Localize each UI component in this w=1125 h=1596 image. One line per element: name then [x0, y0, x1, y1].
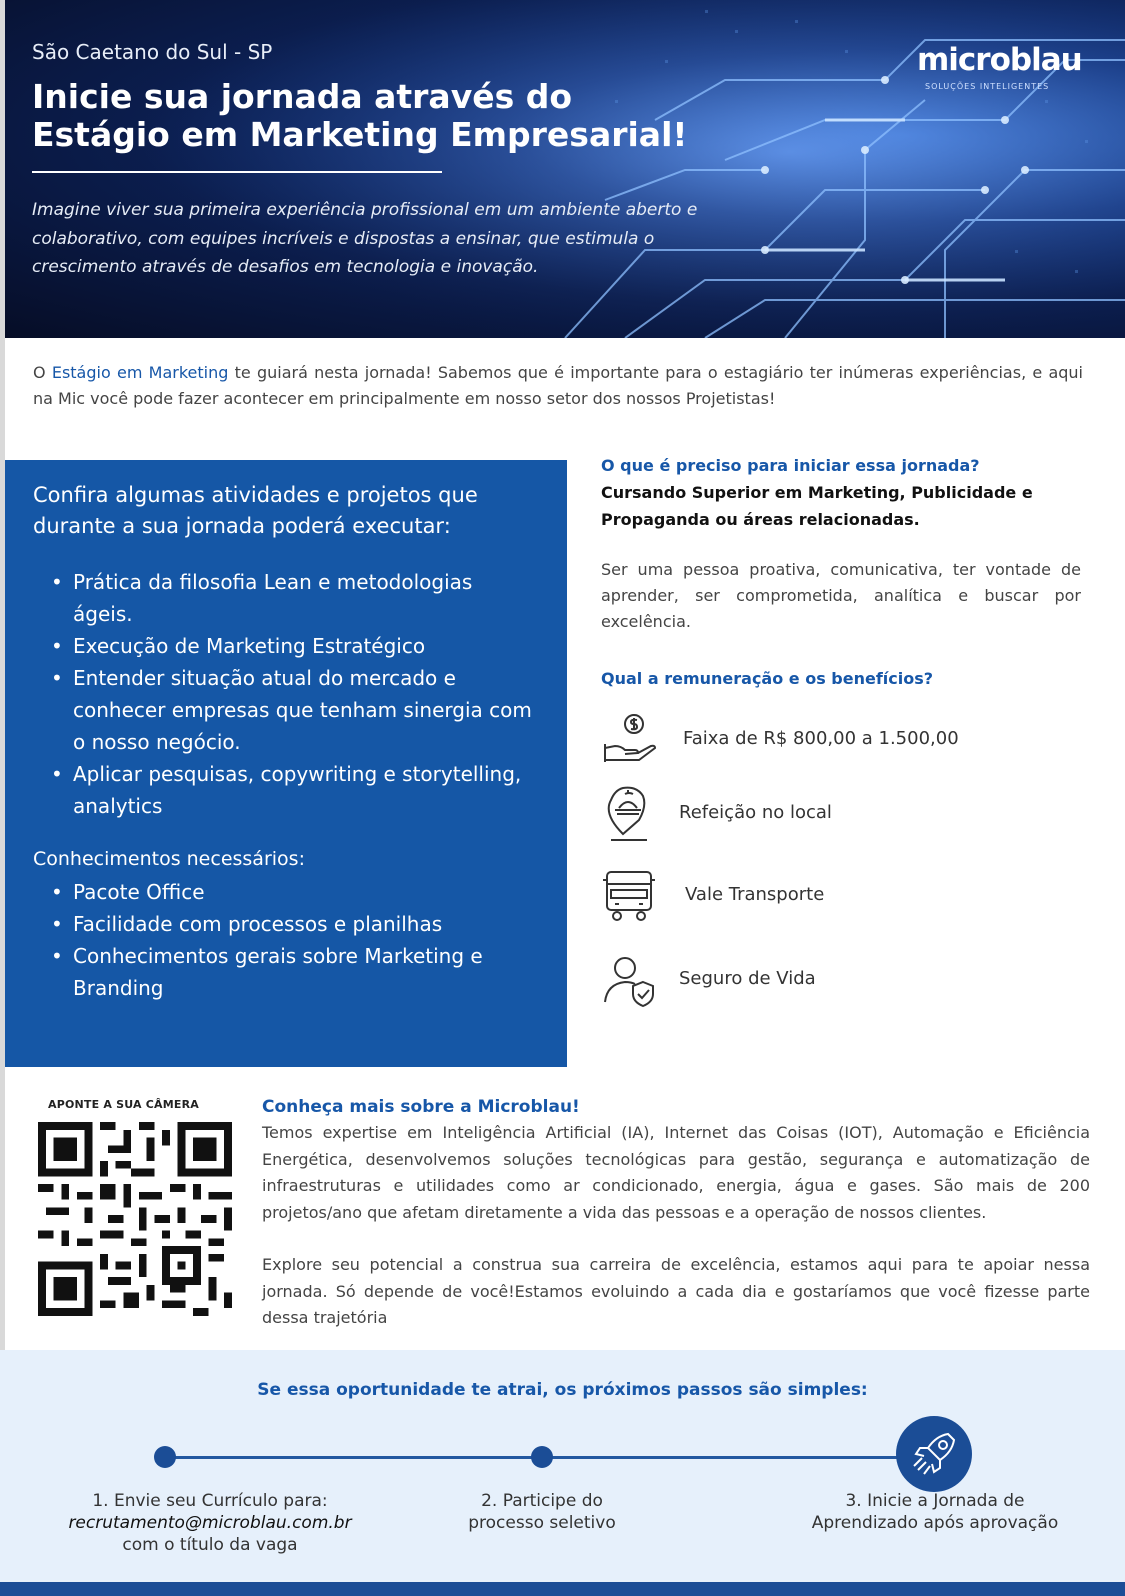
life-insurance-icon	[601, 950, 661, 1010]
lead-paragraph	[33, 360, 1083, 412]
list-item: • Execução de Marketing Estratégico	[33, 630, 538, 662]
rocket-icon	[896, 1416, 972, 1492]
knowledge-title: Conhecimentos necessários:	[33, 848, 305, 870]
microblau-logo	[917, 42, 1097, 96]
activities-list	[33, 566, 539, 822]
intro-text: Imagine viver sua primeira experiência profissional em um ambiente aberto e colaborativo, com equipes incríveis e dispostas a ensinar, que estimula o crescimento através de desafios em tecnologia e inovação.	[32, 200, 698, 277]
salary-hand-icon	[601, 710, 661, 770]
benefit-salary	[601, 710, 1081, 770]
benefit-meal	[601, 784, 1081, 844]
title-divider	[32, 171, 442, 173]
requirements-question: O que é preciso para iniciar essa jornada?	[601, 456, 980, 475]
activities-panel	[5, 460, 567, 1067]
steps-timeline	[165, 1456, 945, 1459]
list-item: • Aplicar pesquisas, copywriting e storytelling, analytics	[33, 758, 538, 822]
activities-title: Confira algumas atividades e projetos que durante a sua jornada poderá executar:	[33, 483, 478, 538]
step-2-line-1: 2. Participe do	[481, 1491, 603, 1511]
step-1-note: com o título da vaga	[122, 1535, 298, 1555]
logo-wordmark: microblau	[917, 42, 1082, 78]
step-1	[20, 1490, 400, 1556]
recruitment-email-link[interactable]: recrutamento@microblau.com.br	[68, 1513, 352, 1533]
step-3-marker	[896, 1416, 972, 1492]
list-item: • Pacote Office	[33, 876, 538, 908]
step-2-marker	[531, 1446, 553, 1468]
hero-banner	[5, 0, 1125, 338]
benefit-label: Seguro de Vida	[679, 968, 816, 989]
step-3	[770, 1490, 1100, 1534]
about-paragraph-2: Explore seu potencial a construa sua carreira de excelência, estamos aqui para te apoiar nessa jornada. Só depende de você!Estamos evoluindo a cada dia e gostaríamos que você fizesse parte dessa trajetória	[262, 1255, 1090, 1327]
benefit-insurance	[601, 950, 1081, 1010]
meal-icon	[601, 784, 661, 844]
step-1-marker	[154, 1446, 176, 1468]
profile-text: Ser uma pessoa proativa, comunicativa, ter vontade de aprender, ser comprometida, analítica e buscar por excelência.	[601, 560, 1081, 631]
bus-icon	[601, 866, 661, 926]
list-item: • Facilidade com processos e planilhas	[33, 908, 538, 940]
qr-caption: APONTE A SUA CÂMERA	[48, 1098, 200, 1111]
step-3-line-1: 3. Inicie a Jornada de	[845, 1491, 1025, 1511]
requirements-section	[601, 452, 1081, 692]
about-section	[262, 1094, 1090, 1332]
benefit-label: Vale Transporte	[685, 884, 825, 905]
title-line-2: Estágio em Marketing Empresarial!	[32, 115, 688, 154]
benefits-question: Qual a remuneração e os benefícios?	[601, 669, 934, 688]
lead-prefix: O	[33, 363, 52, 382]
requirements-answer: Cursando Superior em Marketing, Publicidade e Propaganda ou áreas relacionadas.	[601, 483, 1033, 529]
page-title	[32, 78, 792, 154]
step-2	[392, 1490, 692, 1534]
lead-rest: te guiará nesta jornada! Sabemos que é importante para o estagiário ter inúmeras experiências, e aqui na Mic você pode fazer acontecer em principalmente em nosso setor dos nossos Projetistas!	[33, 363, 1084, 408]
step-1-text: 1. Envie seu Currículo para:	[92, 1491, 328, 1511]
benefit-label: Faixa de R$ 800,00 a 1.500,00	[683, 728, 959, 749]
benefit-label: Refeição no local	[679, 802, 832, 823]
lead-highlight: Estágio em Marketing	[51, 363, 229, 382]
title-line-1: Inicie sua jornada através do	[32, 77, 573, 116]
benefit-transport	[601, 866, 1081, 926]
logo-tagline: SOLUÇÕES INTELIGENTES	[925, 82, 1050, 91]
about-paragraph-1: Temos expertise em Inteligência Artificial (IA), Internet das Coisas (IOT), Automação e Eficiência Energética, desenvolvemos soluções tecnológicas para gestão, segurança e automatização de infraestruturas e utilidades como ar condicionado, energia, água e gases. São mais de 200 projetos/ano que afetam diretamente a vida das pessoas e a operação de nossos clientes.	[262, 1123, 1090, 1222]
step-3-line-2: Aprendizado após aprovação	[811, 1513, 1059, 1533]
about-title: Conheça mais sobre a Microblau!	[262, 1097, 580, 1117]
footer-bar	[0, 1582, 1125, 1596]
step-2-line-2: processo seletivo	[468, 1513, 616, 1533]
knowledge-list	[33, 876, 539, 1004]
list-item: • Conhecimentos gerais sobre Marketing e Branding	[33, 940, 538, 1004]
qr-code[interactable]	[38, 1120, 232, 1318]
next-steps-band	[0, 1350, 1125, 1582]
list-item: • Prática da filosofia Lean e metodologias ágeis.	[33, 566, 538, 630]
location-label: São Caetano do Sul - SP	[32, 40, 273, 64]
list-item: • Entender situação atual do mercado e conhecer empresas que tenham sinergia com o nosso negócio.	[33, 662, 538, 758]
next-steps-heading: Se essa oportunidade te atrai, os próximos passos são simples:	[257, 1380, 868, 1400]
